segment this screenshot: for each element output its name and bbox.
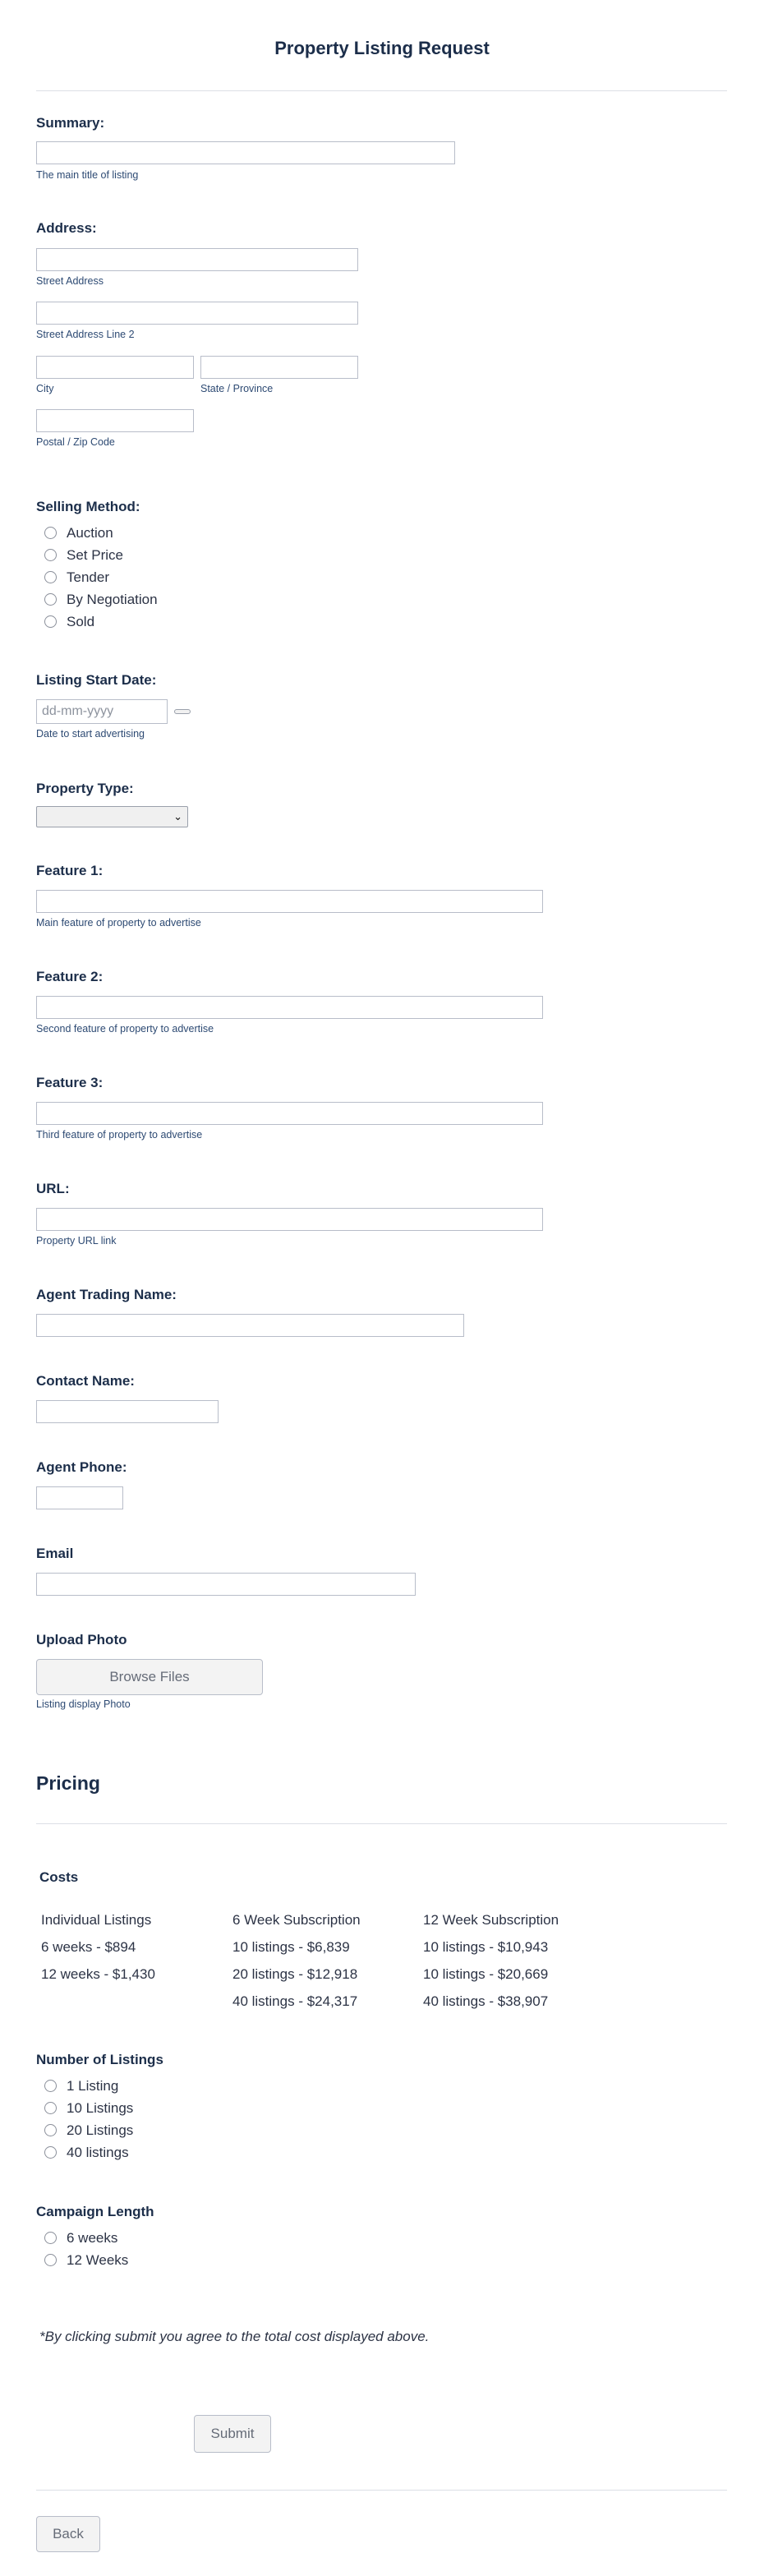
radio-label: Tender [67, 569, 109, 585]
email-input[interactable] [36, 1573, 416, 1596]
city-sublabel: City [36, 383, 54, 394]
radio-label: 6 weeks [67, 2229, 118, 2246]
street-address-line2-sublabel: Street Address Line 2 [36, 329, 135, 340]
campaign-option-6-weeks[interactable] [36, 2227, 128, 2249]
number-of-listings-group [36, 2075, 133, 2164]
costs-cell: 6 Week Subscription [232, 1912, 361, 1928]
url-label: URL: [36, 1181, 70, 1196]
radio-circle[interactable] [44, 2232, 57, 2244]
street-address-sublabel: Street Address [36, 275, 104, 287]
selling-method-option-set-price[interactable] [36, 544, 158, 566]
title-divider [36, 90, 727, 91]
agent-phone-label: Agent Phone: [36, 1459, 127, 1475]
street-address-line2-input[interactable] [36, 302, 358, 325]
number-of-listings-label: Number of Listings [36, 2052, 163, 2067]
postal-code-input[interactable] [36, 409, 194, 432]
upload-photo-label: Upload Photo [36, 1632, 127, 1647]
terms-notice: *By clicking submit you agree to the total cost displayed above. [39, 2329, 430, 2344]
page-title: Property Listing Request [274, 38, 490, 58]
radio-label: 1 Listing [67, 2077, 119, 2094]
costs-cell: 40 listings - $24,317 [232, 1993, 358, 2009]
agent-trading-name-input[interactable] [36, 1314, 464, 1337]
costs-cell: Individual Listings [41, 1912, 152, 1928]
costs-cell: 10 listings - $20,669 [423, 1966, 549, 1982]
listings-option-1[interactable] [36, 2075, 133, 2097]
feature2-input[interactable] [36, 996, 543, 1019]
summary-label: Summary: [36, 115, 105, 131]
selling-method-label: Selling Method: [36, 499, 140, 514]
agent-trading-name-label: Agent Trading Name: [36, 1287, 177, 1302]
feature2-sublabel: Second feature of property to advertise [36, 1023, 214, 1035]
contact-name-label: Contact Name: [36, 1373, 135, 1389]
selling-method-group [36, 522, 158, 633]
radio-circle[interactable] [44, 549, 57, 561]
pricing-divider [36, 1823, 727, 1824]
radio-label: Sold [67, 613, 95, 629]
start-date-label: Listing Start Date: [36, 672, 157, 688]
radio-circle[interactable] [44, 615, 57, 628]
feature1-input[interactable] [36, 890, 543, 913]
campaign-option-12-weeks[interactable] [36, 2249, 128, 2271]
radio-label: 10 Listings [67, 2099, 134, 2116]
selling-method-option-tender[interactable] [36, 566, 158, 588]
property-type-select[interactable] [36, 806, 188, 827]
costs-cell: 40 listings - $38,907 [423, 1993, 549, 2009]
radio-label: 20 Listings [67, 2122, 134, 2138]
costs-cell: 10 listings - $10,943 [423, 1939, 549, 1955]
radio-label: 12 Weeks [67, 2251, 129, 2268]
radio-circle[interactable] [44, 2080, 57, 2092]
state-input[interactable] [200, 356, 358, 379]
street-address-input[interactable] [36, 248, 358, 271]
costs-column-12-week [423, 1906, 559, 2015]
footer-divider [36, 2490, 727, 2491]
selling-method-option-by-negotiation[interactable] [36, 588, 158, 611]
url-sublabel: Property URL link [36, 1235, 117, 1247]
browse-files-button[interactable]: Browse Files [36, 1659, 263, 1695]
feature2-label: Feature 2: [36, 969, 104, 984]
feature3-label: Feature 3: [36, 1075, 104, 1090]
submit-button[interactable]: Submit [194, 2415, 271, 2453]
costs-label: Costs [39, 1869, 79, 1885]
costs-column-6-week [232, 1906, 361, 2015]
property-type-label: Property Type: [36, 781, 134, 796]
radio-label: Set Price [67, 546, 123, 563]
postal-code-sublabel: Postal / Zip Code [36, 436, 115, 448]
listings-option-20[interactable] [36, 2119, 133, 2141]
feature3-input[interactable] [36, 1102, 543, 1125]
contact-name-input[interactable] [36, 1400, 219, 1423]
calendar-button-icon[interactable] [174, 709, 191, 714]
upload-photo-sublabel: Listing display Photo [36, 1698, 131, 1710]
feature3-sublabel: Third feature of property to advertise [36, 1129, 203, 1141]
start-date-input[interactable]: dd-mm-yyyy [36, 699, 168, 724]
radio-circle[interactable] [44, 593, 57, 606]
campaign-length-group [36, 2227, 128, 2271]
radio-circle[interactable] [44, 2146, 57, 2159]
summary-input[interactable] [36, 141, 455, 164]
costs-cell: 20 listings - $12,918 [232, 1966, 358, 1982]
address-label: Address: [36, 220, 97, 236]
selling-method-option-auction[interactable] [36, 522, 158, 544]
radio-circle[interactable] [44, 571, 57, 583]
agent-phone-input[interactable] [36, 1486, 123, 1509]
campaign-length-label: Campaign Length [36, 2204, 154, 2219]
radio-circle[interactable] [44, 2254, 57, 2266]
listings-option-10[interactable] [36, 2097, 133, 2119]
email-label: Email [36, 1546, 74, 1561]
radio-circle[interactable] [44, 2124, 57, 2136]
city-input[interactable] [36, 356, 194, 379]
state-sublabel: State / Province [200, 383, 274, 394]
url-input[interactable] [36, 1208, 543, 1231]
start-date-sublabel: Date to start advertising [36, 728, 145, 740]
radio-label: 40 listings [67, 2144, 129, 2160]
costs-cell: 12 weeks - $1,430 [41, 1966, 155, 1982]
radio-circle[interactable] [44, 527, 57, 539]
radio-circle[interactable] [44, 2102, 57, 2114]
back-button[interactable]: Back [36, 2516, 100, 2552]
feature1-label: Feature 1: [36, 863, 104, 878]
costs-column-individual [41, 1906, 155, 1988]
summary-sublabel: The main title of listing [36, 169, 139, 181]
pricing-heading: Pricing [36, 1772, 100, 1794]
costs-cell: 10 listings - $6,839 [232, 1939, 350, 1955]
chevron-down-icon: ⌄ [173, 810, 182, 823]
costs-cell: 6 weeks - $894 [41, 1939, 136, 1955]
feature1-sublabel: Main feature of property to advertise [36, 917, 201, 929]
radio-label: By Negotiation [67, 591, 158, 607]
costs-cell: 12 Week Subscription [423, 1912, 559, 1928]
selling-method-option-sold[interactable] [36, 611, 158, 633]
listings-option-40[interactable] [36, 2141, 133, 2164]
radio-label: Auction [67, 524, 113, 541]
